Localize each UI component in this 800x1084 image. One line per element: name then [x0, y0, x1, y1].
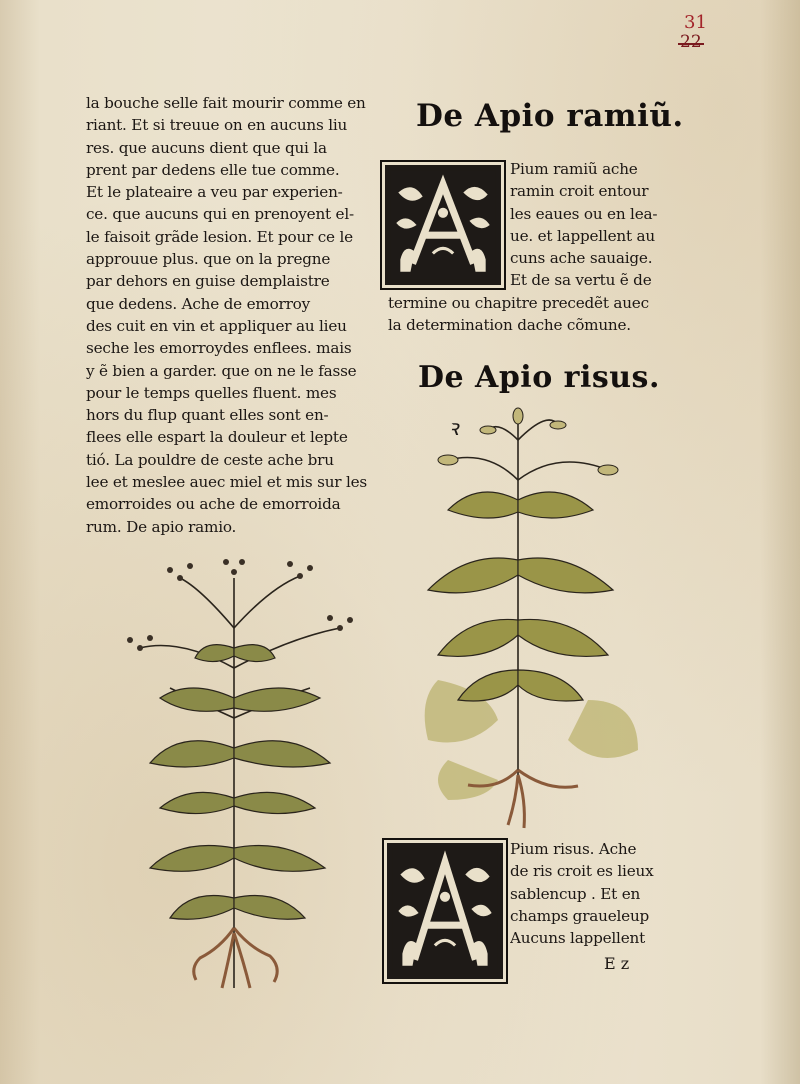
text-line: la bouche selle fait mourir comme en [86, 94, 366, 112]
text-line: le faisoit grãde lesion. Et pour ce le [86, 227, 353, 246]
plant-woodcut-apium-risus-icon [408, 400, 658, 840]
section-1-text-below-initial [388, 292, 668, 337]
woodcut-initial-a-icon [380, 160, 506, 290]
ink-annotation-mark: ꝛ [448, 416, 459, 441]
text-line: Pium risus. Ache [510, 840, 637, 858]
text-line: Aucuns lappellent [510, 929, 645, 948]
text-line: ce. que aucuns qui en prenoyent el- [86, 205, 354, 224]
text-line: Pium ramiũ ache [510, 160, 638, 178]
text-line: ue. et lappellent au [510, 226, 655, 245]
text-line: rum. De apio ramio. [86, 517, 237, 536]
text-line: des cuit en vin et appliquer au lieu [86, 316, 347, 335]
text-line: cuns ache sauaige. [510, 249, 653, 268]
section-1-text-beside-initial [510, 158, 660, 292]
text-line: par dehors en guise demplaistre [86, 272, 330, 291]
text-line: riant. Et si treuue on en aucuns liu [86, 116, 348, 135]
text-line: res. que aucuns dient que qui la [86, 138, 327, 157]
section-2-text-beside-initial [510, 838, 660, 949]
text-line: prent par dedens elle tue comme. [86, 160, 340, 179]
text-line: lee et meslee auec miel et mis sur les [86, 473, 368, 492]
section-heading-apio-risus: De Apio risus. [418, 360, 660, 395]
text-line: les eaues ou en lea- [510, 204, 658, 223]
text-line: pour le temps quelles fluent. mes [86, 383, 337, 402]
text-line: emorroides ou ache de emorroida [86, 495, 341, 514]
text-line: flees elle espart la douleur et lepte [86, 428, 348, 447]
text-line: de ris croit es lieux [510, 862, 654, 881]
text-line: hors du flup quant elles sont en- [86, 406, 329, 425]
text-line: ramin croit entour [510, 182, 649, 201]
woodcut-initial-a-icon [382, 838, 508, 984]
left-column-text [86, 92, 368, 538]
plant-woodcut-apium-ramium-icon [110, 548, 370, 998]
text-line: termine ou chapitre precedẽt auec [388, 294, 649, 312]
text-line: que dedens. Ache de emorroy [86, 294, 310, 313]
text-line: champs graueleup [510, 906, 650, 925]
text-line: approuue plus. que on la pregne [86, 250, 331, 269]
text-line: Et de sa vertu ẽ de [510, 271, 652, 290]
text-line: la determination dache cõmune. [388, 316, 631, 335]
text-line: seche les emorroydes enflees. mais [86, 339, 352, 358]
text-line: y ẽ bien a garder. que on ne le fasse [86, 361, 357, 380]
catchword: E z [604, 954, 630, 973]
folio-number: 31 [684, 12, 707, 33]
folio-old-number: 22 [680, 32, 702, 52]
text-line: Et le plateaire a veu par experien- [86, 183, 343, 202]
section-heading-apio-ramium: De Apio ramiũ. [416, 98, 684, 134]
text-line: tió. La pouldre de ceste ache bru [86, 450, 334, 469]
text-line: sablencup . Et en [510, 884, 641, 903]
